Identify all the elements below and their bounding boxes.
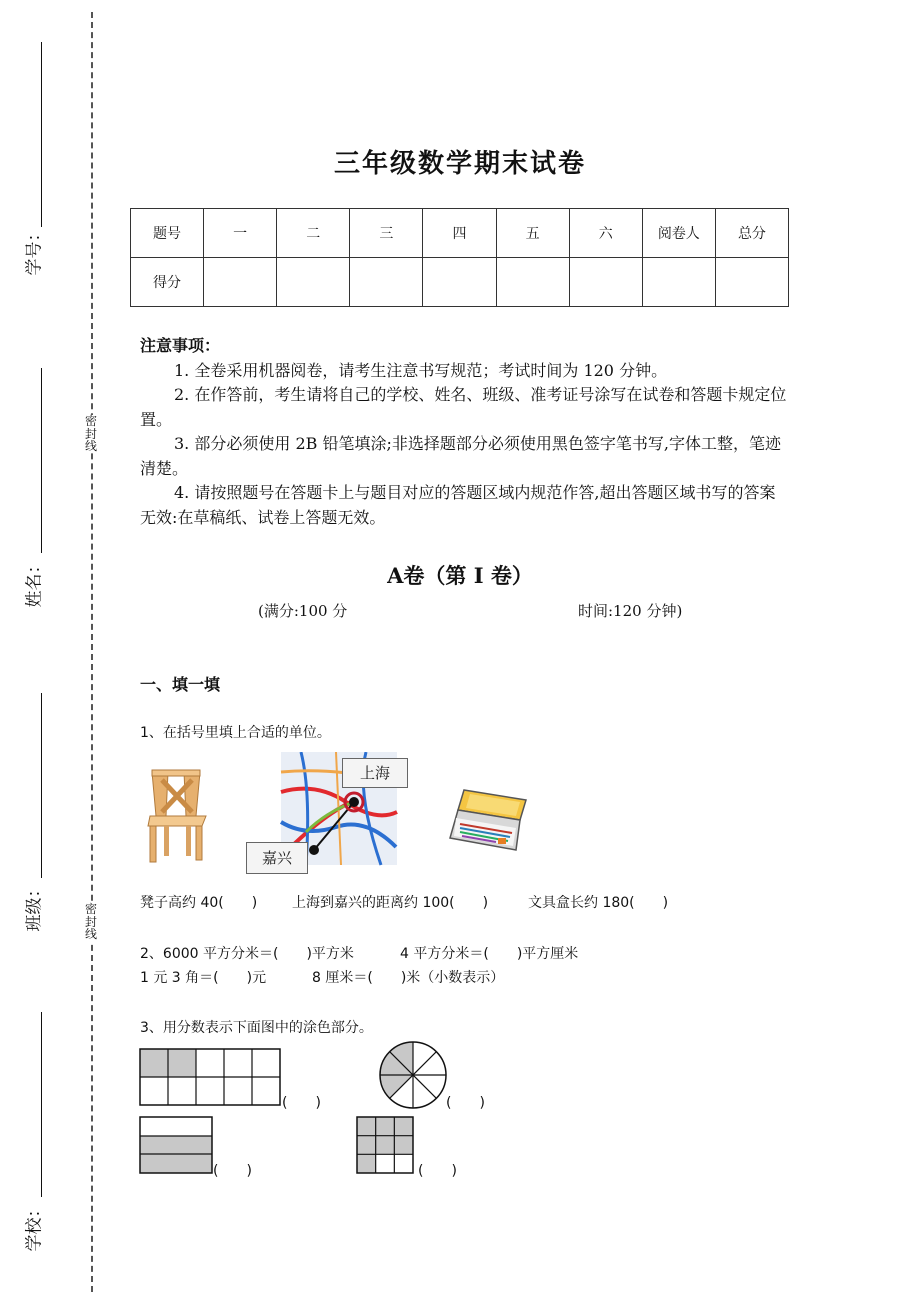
header-cell: 一 — [204, 209, 277, 258]
name-underline — [41, 368, 42, 553]
figure-grid-2x5 — [139, 1048, 282, 1106]
shaded-sector — [380, 1075, 413, 1098]
header-cell: 四 — [423, 209, 496, 258]
figure-strips-3 — [139, 1116, 214, 1174]
q2-blank-b[interactable]: 4 平方分米＝( )平方厘米 — [400, 946, 579, 962]
paper-subtitle: A卷（第 I 卷） — [387, 563, 533, 588]
header-cell: 三 — [350, 209, 423, 258]
score-cell[interactable] — [423, 258, 496, 307]
header-cell: 二 — [277, 209, 350, 258]
chair-image — [144, 768, 212, 864]
score-cell[interactable] — [350, 258, 423, 307]
blank-pencil-box[interactable]: 文具盒长约 180( ) — [528, 895, 669, 911]
time-text: 时间:120 分钟) — [578, 602, 683, 620]
answer-blank-figure-3[interactable]: ( ) — [213, 1163, 252, 1179]
class-underline — [41, 693, 42, 878]
notice-item: 2. 在作答前，考生请将自己的学校、姓名、班级、准考证号涂写在试卷和答题卡规定位置。 — [140, 385, 787, 429]
notice-item: 4. 请按照题号在答题卡上与题目对应的答题区域内规范作答,超出答题区域书写的答案无效:在草稿纸、试卷上答题无效。 — [140, 483, 776, 527]
figure-circle-8 — [378, 1040, 448, 1110]
question-2-line-1 — [140, 943, 579, 963]
header-cell: 五 — [496, 209, 569, 258]
student-id-underline — [41, 42, 42, 227]
score-cell[interactable] — [642, 258, 715, 307]
map-image — [246, 752, 408, 876]
map-label-jiaxing: 嘉兴 — [246, 842, 308, 874]
q2-blank-c[interactable]: 1 元 3 角＝( )元 — [140, 970, 267, 986]
map-label-shanghai: 上海 — [342, 758, 408, 788]
name-label: 姓名： — [24, 556, 45, 608]
notice-item: 3. 部分必须使用 2B 铅笔填涂;非选择题部分必须使用黑色签字笔书写,字体工整，笔迹清楚。 — [140, 434, 781, 478]
page-title: 三年级数学期末试卷 — [333, 149, 586, 179]
header-cell: 总分 — [715, 209, 788, 258]
q2-blank-a[interactable]: 2、6000 平方分米＝( )平方米 — [140, 946, 354, 962]
row-label-cell: 得分 — [131, 258, 204, 307]
blank-distance[interactable]: 上海到嘉兴的距离约 100( ) — [292, 895, 489, 911]
student-id-label: 学号： — [24, 224, 45, 276]
header-cell: 六 — [569, 209, 642, 258]
header-cell: 题号 — [131, 209, 204, 258]
binding-dashed-line — [91, 12, 93, 1292]
score-table — [130, 208, 789, 307]
full-score-text: (满分:100 分 — [258, 602, 348, 620]
answer-blank-figure-1[interactable]: ( ) — [282, 1095, 321, 1111]
score-cell[interactable] — [204, 258, 277, 307]
header-cell: 阅卷人 — [642, 209, 715, 258]
question-1-prompt: 1、在括号里填上合适的单位。 — [140, 725, 331, 741]
score-cell[interactable] — [496, 258, 569, 307]
blank-chair-height[interactable]: 凳子高约 40( ) — [140, 895, 258, 911]
class-label: 班级： — [24, 880, 45, 932]
notice-block — [140, 334, 790, 530]
score-cell[interactable] — [277, 258, 350, 307]
answer-blank-figure-2[interactable]: ( ) — [446, 1095, 485, 1111]
question-1-blanks — [140, 892, 669, 912]
notice-item: 1. 全卷采用机器阅卷，请考生注意书写规范；考试时间为 120 分钟。 — [174, 360, 668, 380]
score-table-header-row — [131, 209, 789, 258]
question-2-line-2 — [140, 967, 505, 987]
seal-line-text-top: 密 封 线 — [84, 414, 97, 454]
seal-line-text-bottom: 密 封 线 — [84, 902, 97, 942]
notice-heading: 注意事项： — [140, 336, 221, 355]
score-cell[interactable] — [715, 258, 788, 307]
q2-blank-d[interactable]: 8 厘米＝( )米（小数表示） — [312, 970, 505, 986]
answer-blank-figure-4[interactable]: ( ) — [418, 1163, 457, 1179]
question-3-prompt: 3、用分数表示下面图中的涂色部分。 — [140, 1020, 373, 1036]
school-label: 学校： — [24, 1200, 45, 1252]
section-heading: 一、填一填 — [140, 675, 221, 694]
score-table-score-row — [131, 258, 789, 307]
school-underline — [41, 1012, 42, 1197]
pencil-box-image — [446, 780, 532, 856]
score-cell[interactable] — [569, 258, 642, 307]
figure-grid-3x3 — [356, 1116, 414, 1174]
